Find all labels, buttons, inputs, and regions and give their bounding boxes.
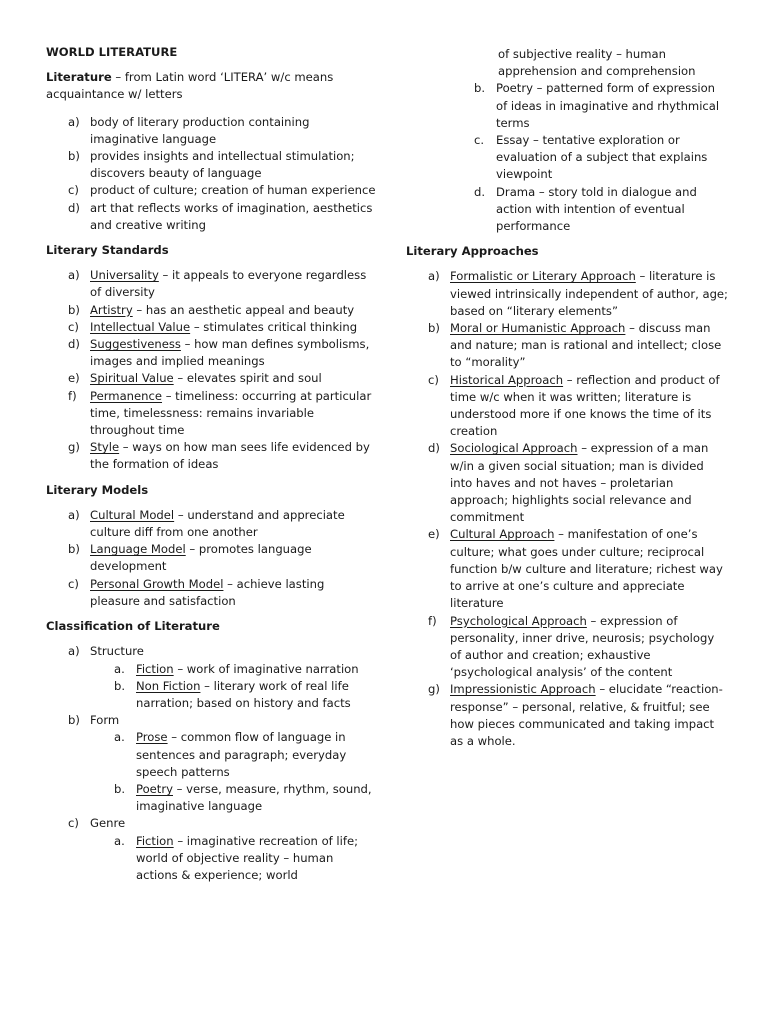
item-label: d.	[474, 184, 486, 199]
item-term: Impressionistic Approach	[450, 682, 596, 697]
item-label: c)	[68, 319, 79, 334]
list-item	[46, 388, 376, 440]
item-term: Non Fiction	[136, 678, 201, 693]
list-item	[46, 541, 376, 575]
item-label: a)	[68, 268, 80, 283]
list-item	[406, 268, 728, 320]
list-item	[46, 200, 376, 234]
left-column	[46, 44, 376, 884]
list-item	[406, 526, 728, 612]
section-heading-standards: Literary Standards	[46, 243, 169, 258]
item-text: provides insights and intellectual stimulation; discovers beauty of language	[90, 149, 355, 181]
item-term: Moral or Humanistic Approach	[450, 321, 626, 336]
item-label: b.	[114, 678, 126, 693]
item-term: Fiction	[136, 833, 174, 848]
item-desc: – work of imaginative narration	[173, 661, 359, 676]
item-text: Essay – tentative exploration or evaluation of a subject that explains viewpoint	[496, 133, 708, 182]
item-term: Personal Growth Model	[90, 576, 224, 591]
item-text: Drama – story told in dialogue and action with intention of eventual performance	[496, 184, 697, 234]
item-desc: – literary work of real life narration; based on history and facts	[136, 678, 351, 710]
definition-list	[46, 114, 376, 234]
list-item	[46, 182, 376, 199]
sub-list-item	[406, 80, 728, 132]
item-term: Permanence	[90, 388, 163, 403]
intro-definition	[46, 69, 376, 103]
models-list	[46, 507, 376, 610]
item-label: d)	[68, 337, 80, 352]
item-term: Spiritual Value	[90, 371, 174, 386]
list-item	[46, 336, 376, 370]
list-item	[406, 440, 728, 526]
item-label: c)	[428, 372, 439, 387]
item-label: e)	[428, 527, 440, 542]
sub-list-item	[46, 661, 376, 678]
list-item	[46, 319, 376, 336]
item-label: g)	[68, 440, 80, 455]
intro-rest: – from Latin word ‘LITERA’ w/c means acquaintance w/ letters	[46, 70, 334, 102]
item-desc: – expression of a man w/in a given social situation; man is divided into haves and not haves – proletarian approach; highlights social relevance and commitment	[450, 441, 709, 525]
item-term: Universality	[90, 268, 159, 283]
list-item	[46, 439, 376, 473]
classification-list	[46, 643, 376, 884]
item-label: a)	[68, 114, 80, 129]
item-label: a)	[68, 507, 80, 522]
item-label: g)	[428, 682, 440, 697]
item-term: Suggestiveness	[90, 337, 181, 352]
item-label: a)	[68, 644, 80, 659]
list-item	[46, 815, 376, 832]
item-desc: – elevates spirit and soul	[173, 371, 322, 386]
item-term: Cultural Model	[90, 507, 175, 522]
item-label: b)	[68, 149, 80, 164]
item-label: c)	[68, 816, 79, 831]
list-item	[46, 114, 376, 148]
item-text: Structure	[90, 644, 144, 659]
item-term: Prose	[136, 730, 168, 745]
item-desc: – how man defines symbolisms, images and implied meanings	[90, 337, 370, 369]
item-text: Poetry – patterned form of expression of ideas in imaginative and rhythmical terms	[496, 81, 720, 130]
item-desc: – timeliness: occurring at particular time, timelessness: remains invariable throughout time	[90, 388, 372, 438]
item-desc: – ways on how man sees life evidenced by the formation of ideas	[90, 440, 370, 472]
item-label: a.	[114, 730, 125, 745]
list-item	[46, 148, 376, 182]
item-desc: – elucidate “reaction-response” – personal, relative, & fruitful; see how pieces communicated and taking impact as a whole.	[450, 682, 723, 748]
list-item	[406, 372, 728, 441]
section-heading-approaches: Literary Approaches	[406, 244, 539, 259]
list-item	[46, 712, 376, 729]
item-label: d)	[428, 441, 440, 456]
standards-list	[46, 267, 376, 473]
continued-item	[406, 46, 728, 80]
item-term: Intellectual Value	[90, 319, 191, 334]
sub-list-item	[46, 833, 376, 885]
page-title: WORLD LITERATURE	[46, 45, 178, 59]
item-desc: – discuss man and nature; man is rational and intellect; close to “morality”	[450, 321, 722, 370]
item-term: Psychological Approach	[450, 613, 587, 628]
item-desc: – imaginative recreation of life; world of objective reality – human actions & experience; world	[136, 833, 358, 882]
approaches-list	[406, 268, 728, 750]
item-label: b)	[68, 302, 80, 317]
item-label: b.	[114, 781, 126, 796]
item-label: c.	[474, 133, 485, 148]
intro-term: Literature	[46, 70, 112, 85]
list-item	[46, 507, 376, 541]
item-term: Historical Approach	[450, 372, 564, 387]
item-label: f)	[428, 613, 437, 628]
item-label: b)	[428, 321, 440, 336]
item-desc: – achieve lasting pleasure and satisfaction	[90, 576, 325, 608]
item-desc: – stimulates critical thinking	[190, 319, 358, 334]
sub-list-item	[46, 729, 376, 781]
item-label: e)	[68, 371, 80, 386]
item-desc: – verse, measure, rhythm, sound, imaginative language	[136, 781, 372, 814]
item-term: Cultural Approach	[450, 527, 555, 542]
sub-list-item	[46, 678, 376, 712]
item-desc: – common flow of language in sentences and paragraph; everyday speech patterns	[136, 730, 347, 779]
list-item	[406, 320, 728, 372]
item-label: b)	[68, 542, 80, 557]
sub-list-item	[406, 132, 728, 184]
item-text: Form	[90, 713, 120, 728]
list-item	[406, 613, 728, 682]
right-column	[406, 46, 728, 750]
item-term: Sociological Approach	[450, 441, 578, 456]
section-heading-models: Literary Models	[46, 482, 149, 497]
item-desc: – expression of personality, inner drive, neurosis; psychology of author and creation; exhaustive ‘psychological analysis’ of the content	[450, 613, 715, 680]
item-desc: – understand and appreciate culture diff from one another	[90, 507, 345, 540]
list-item	[46, 576, 376, 610]
item-text: of subjective reality – human apprehension and comprehension	[498, 47, 696, 79]
list-item	[406, 681, 728, 750]
list-item	[46, 643, 376, 660]
sub-list-item	[46, 781, 376, 815]
section-heading-classification: Classification of Literature	[46, 619, 220, 634]
item-text: art that reflects works of imagination, aesthetics and creative writing	[90, 200, 373, 232]
item-label: a)	[428, 269, 440, 284]
item-desc: – promotes language development	[90, 542, 312, 574]
item-text: Genre	[90, 816, 126, 831]
item-label: d)	[68, 200, 80, 215]
item-term: Formalistic or Literary Approach	[450, 269, 636, 284]
item-desc: – literature is viewed intrinsically independent of author, age; based on “literary elements”	[450, 269, 728, 318]
item-term: Poetry	[136, 781, 173, 796]
list-item	[46, 267, 376, 301]
item-desc: – has an aesthetic appeal and beauty	[132, 302, 355, 317]
item-term: Artistry	[90, 302, 133, 317]
item-label: a.	[114, 833, 125, 848]
list-item	[46, 302, 376, 319]
item-label: c)	[68, 183, 79, 198]
item-desc: – reflection and product of time w/c when it was written; literature is understood more if one knows the time of its creation	[450, 372, 720, 439]
item-term: Fiction	[136, 661, 174, 676]
item-term: Language Model	[90, 542, 186, 557]
item-desc: – manifestation of one’s culture; what goes under culture; reciprocal function b/w culture and literature; richest way to arrive at one’s culture and appreciate literature	[450, 527, 723, 611]
item-label: a.	[114, 661, 125, 676]
item-label: b.	[474, 81, 486, 96]
item-desc: – it appeals to everyone regardless of diversity	[90, 268, 367, 300]
item-label: c)	[68, 576, 79, 591]
item-text: product of culture; creation of human experience	[90, 183, 376, 198]
sub-list-item	[406, 184, 728, 236]
item-label: f)	[68, 388, 77, 403]
item-term: Style	[90, 440, 120, 455]
item-label: b)	[68, 713, 80, 728]
item-text: body of literary production containing imaginative language	[90, 114, 310, 146]
list-item	[46, 370, 376, 387]
